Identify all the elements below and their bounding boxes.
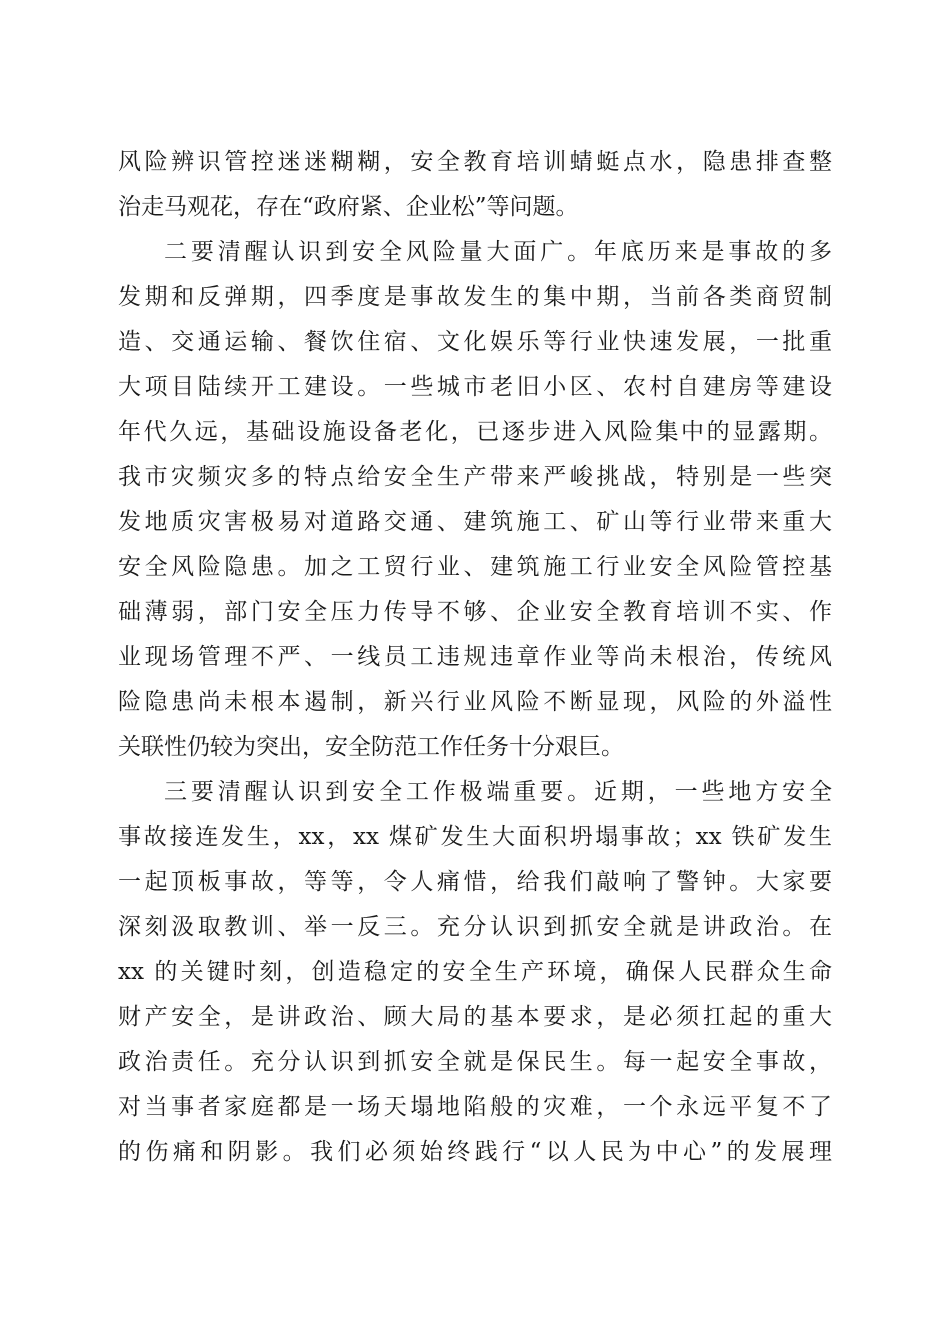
text-line: 三要清醒认识到安全工作极端重要。近期，一些地方安全 (164, 779, 832, 805)
text-line: 础薄弱，部门安全压力传导不够、企业安全教育培训不实、作 (118, 599, 832, 625)
text-line: 大项目陆续开工建设。一些城市老旧小区、农村自建房等建设 (118, 374, 832, 400)
text-line: 造、交通运输、餐饮住宿、文化娱乐等行业快速发展，一批重 (118, 329, 832, 355)
text-line: 的伤痛和阴影。我们必须始终践行“以人民为中心”的发展理 (118, 1139, 832, 1165)
text-line: 政治责任。充分认识到抓安全就是保民生。每一起安全事故， (118, 1049, 832, 1075)
text-line: xx 的关键时刻，创造稳定的安全生产环境，确保人民群众生命 (118, 959, 832, 985)
text-line: 险隐患尚未根本遏制，新兴行业风险不断显现，风险的外溢性 (118, 689, 832, 715)
paragraph-3 (118, 770, 832, 1175)
document-body (118, 140, 832, 1175)
text-line: 治走马观花，存在“政府紧、企业松”等问题。 (118, 194, 579, 220)
text-line: 年代久远，基础设施设备老化，已逐步进入风险集中的显露期。 (118, 419, 832, 445)
text-line: 事故接连发生，xx，xx 煤矿发生大面积坍塌事故；xx 铁矿发生 (118, 824, 832, 850)
text-line: 深刻汲取教训、举一反三。充分认识到抓安全就是讲政治。在 (118, 914, 832, 940)
text-line: 发地质灾害极易对道路交通、建筑施工、矿山等行业带来重大 (118, 509, 832, 535)
paragraph-2 (118, 230, 832, 770)
text-line: 一起顶板事故，等等，令人痛惜，给我们敲响了警钟。大家要 (118, 869, 832, 895)
text-line: 安全风险隐患。加之工贸行业、建筑施工行业安全风险管控基 (118, 554, 832, 580)
text-line: 业现场管理不严、一线员工违规违章作业等尚未根治，传统风 (118, 644, 832, 670)
text-line: 对当事者家庭都是一场天塌地陷般的灾难，一个永远平复不了 (118, 1094, 832, 1120)
paragraph-1 (118, 140, 832, 230)
text-line: 关联性仍较为突出，安全防范工作任务十分艰巨。 (118, 734, 624, 760)
text-line: 我市灾频灾多的特点给安全生产带来严峻挑战，特别是一些突 (118, 464, 832, 490)
text-line: 二要清醒认识到安全风险量大面广。年底历来是事故的多 (164, 239, 832, 265)
text-line: 风险辨识管控迷迷糊糊，安全教育培训蜻蜓点水，隐患排查整 (118, 149, 832, 175)
text-line: 财产安全，是讲政治、顾大局的基本要求，是必须扛起的重大 (118, 1004, 832, 1030)
text-line: 发期和反弹期，四季度是事故发生的集中期，当前各类商贸制 (118, 284, 832, 310)
